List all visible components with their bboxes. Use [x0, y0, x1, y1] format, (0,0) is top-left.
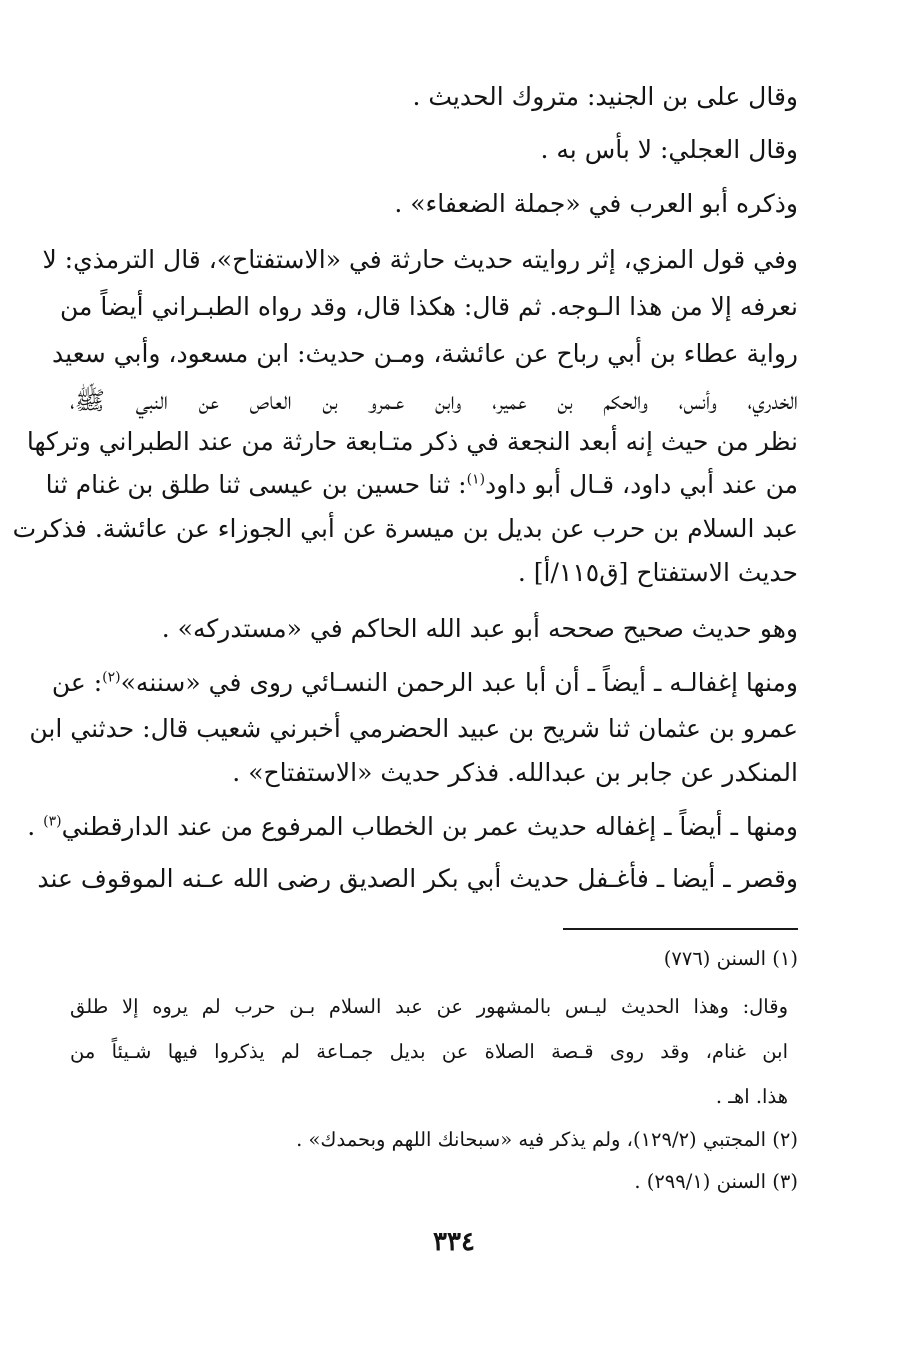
- text-line: وقال على بن الجنيد: متروك الحديث .: [412, 82, 798, 111]
- footnote-1-line: ابن غنام، وقد روى قـصة الصلاة عن بديل جمـاعة لم يذكروا فيها شـيئاً من: [70, 1040, 788, 1063]
- footnote-mark-3: (٣): [43, 813, 62, 830]
- text-line: المنكدر عن جابر بن عبدالله. فذكر حديث «الاستفتاح» .: [232, 758, 798, 787]
- book-page: [12, 0, 798, 1359]
- footnote-separator: [563, 928, 798, 930]
- text-line: وقصر ـ أيضا ـ فأغـفل حديث أبي بكر الصديق رضى الله عـنه الموقوف عند: [37, 864, 798, 893]
- footnote-2: (٢) المجتبي (١٢٩/٢)، ولم يذكر فيه «سبحانك اللهم وبحمدك» .: [296, 1128, 798, 1151]
- footnote-1-line: وقال: وهذا الحديث ليـس بالمشهور عن عبد السلام بـن حرب لم يروه إلا طلق: [70, 995, 788, 1018]
- footnote-mark-2: (٢): [102, 669, 121, 686]
- text-line: الخدري، وأنس، والحكم بن عمير، وابن عـمرو بن العاص عن النبي ﷺ،: [70, 386, 798, 415]
- text-line: وقال العجلي: لا بأس به .: [540, 135, 798, 164]
- text-line: عمرو بن عثمان ثنا شريح بن عبيد الحضرمي أخبرني شعيب قال: حدثني ابن: [29, 714, 798, 743]
- text-segment: ومنها ـ أيضاً ـ إغفاله حديث عمر بن الخطاب المرفوع من عند الدارقطني: [61, 812, 798, 841]
- footnote-1-line: هذا. اهـ .: [715, 1085, 788, 1108]
- text-line-with-footnote-mark: [45, 468, 798, 502]
- text-line-with-footnote-mark: [27, 810, 798, 844]
- text-segment: .: [27, 812, 44, 841]
- text-segment: : ثنا حسين بن عيسى ثنا طلق بن غنام ثنا: [45, 470, 467, 499]
- text-line: عبد السلام بن حرب عن بديل بن ميسرة عن أبي الجوزاء عن عائشة. فذكرت: [12, 514, 798, 543]
- text-line: وذكره أبو العرب في «جملة الضعفاء» .: [394, 189, 798, 218]
- text-line: وفي قول المزي، إثر روايته حديث حارثة في «الاستفتاح»، قال الترمذي: لا: [42, 245, 798, 274]
- text-line: حديث الاستفتاح [ق١١٥/أ] .: [517, 558, 798, 587]
- text-segment: : عن: [51, 668, 103, 697]
- text-line: وهو حديث صحيح صححه أبو عبد الله الحاكم في «مستدركه» .: [161, 614, 798, 643]
- text-line: رواية عطاء بن أبي رباح عن عائشة، ومـن حديث: ابن مسعود، وأبي سعيد: [52, 339, 798, 368]
- footnote-mark-1: (١): [466, 471, 486, 488]
- page-number: ٣٣٤: [433, 1227, 475, 1257]
- text-line: نظر من حيث إنه أبعد النجعة في ذكر متـابعة حارثة من عند الطبراني وتركها: [26, 427, 798, 456]
- text-line-with-footnote-mark: [51, 666, 798, 700]
- text-segment: ومنها إغفالـه ـ أيضاً ـ أن أبا عبد الرحمن النسـائي روى في «سننه»: [120, 668, 798, 697]
- text-line: نعرفه إلا من هذا الـوجه. ثم قال: هكذا قال، وقد رواه الطبـراني أيضاً من: [59, 292, 798, 321]
- footnote-3: (٣) السنن (٢٩٩/١) .: [634, 1170, 798, 1193]
- text-segment: من عند أبي داود، قـال أبو داود: [485, 470, 798, 499]
- footnote-1-title: (١) السنن (٧٧٦): [663, 947, 798, 970]
